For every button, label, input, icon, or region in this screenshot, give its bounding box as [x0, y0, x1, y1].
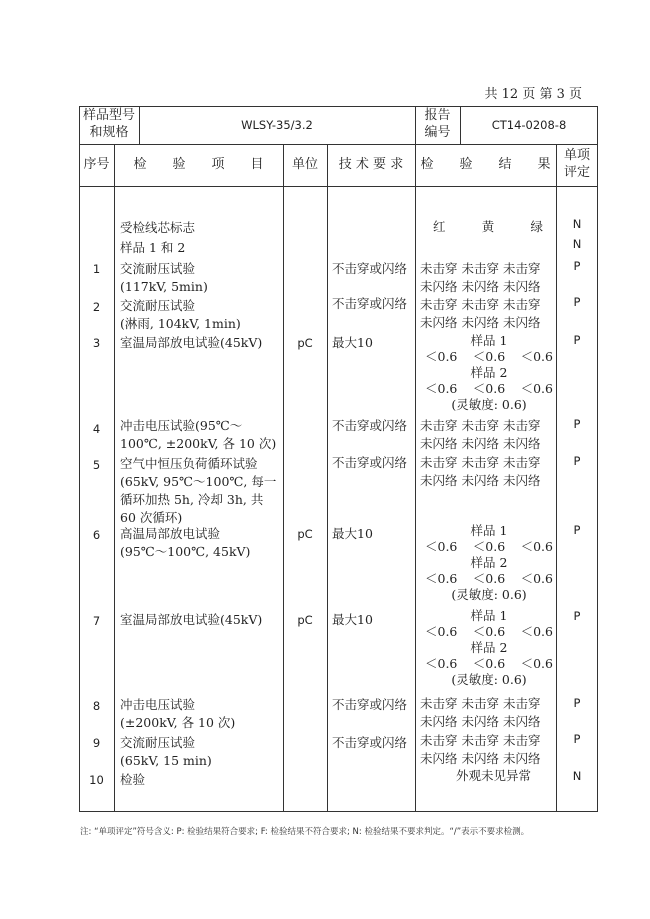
pd-value: ＜0.6: [425, 656, 458, 671]
pd-value: ＜0.6: [472, 624, 506, 639]
row-result-line: 未闪络 未闪络 未闪络: [420, 315, 541, 330]
pd-value: ＜0.6: [425, 571, 458, 586]
row-eval: P: [573, 333, 581, 347]
row-result-line: 未闪络 未闪络 未闪络: [420, 714, 541, 729]
row-req: 不击穿或闪络: [332, 455, 408, 470]
row-result-line: 未闪络 未闪络 未闪络: [420, 436, 541, 451]
row-seq: 3: [92, 336, 101, 350]
divider: [327, 144, 328, 812]
row-item-line: 交流耐压试验: [120, 735, 196, 750]
row-result-single: 外观未见异常: [456, 768, 532, 783]
intro-line2: 样品 1 和 2: [120, 240, 186, 255]
row-eval: N: [572, 769, 582, 783]
pd-value: ＜0.6: [472, 539, 506, 554]
pd-sensitivity: (灵敏度: 0.6): [451, 587, 527, 602]
divider: [79, 186, 598, 187]
core-colors: [433, 217, 543, 237]
row-req: 最大10: [332, 335, 373, 350]
pd-value: ＜0.6: [520, 656, 553, 671]
row-req: 不击穿或闪络: [332, 735, 408, 750]
row-item-line: 冲击电压试验: [120, 697, 196, 712]
pd-value: ＜0.6: [472, 656, 506, 671]
pd-result: [425, 608, 553, 688]
row-item-line: 交流耐压试验: [120, 298, 196, 313]
row-result-line: 未击穿 未击穿 未击穿: [420, 696, 541, 711]
row-result-line: 未击穿 未击穿 未击穿: [420, 418, 541, 433]
pd-sample2: 样品 2: [470, 640, 508, 655]
row-req: 不击穿或闪络: [332, 418, 408, 433]
row-result-line: 未闪络 未闪络 未闪络: [420, 473, 541, 488]
pd-value: ＜0.6: [520, 539, 553, 554]
pd-value: ＜0.6: [520, 571, 553, 586]
row-unit: pC: [297, 336, 313, 350]
pd-value: ＜0.6: [472, 381, 506, 396]
pd-sample1: 样品 1: [470, 608, 508, 623]
row-req: 最大10: [332, 526, 373, 541]
row-req: 不击穿或闪络: [332, 296, 408, 311]
row-eval: P: [573, 454, 581, 468]
model-value: WLSY-35/3.2: [241, 117, 313, 132]
row-eval: P: [573, 609, 581, 623]
intro-line1: 受检线芯标志: [120, 220, 196, 235]
row-seq: 7: [92, 614, 101, 628]
row-eval: P: [573, 417, 581, 431]
pd-sample1: 样品 1: [470, 333, 508, 348]
pd-value: ＜0.6: [520, 624, 553, 639]
pd-value: ＜0.6: [472, 349, 506, 364]
pd-sensitivity: (灵敏度: 0.6): [451, 672, 527, 687]
pd-value: ＜0.6: [472, 571, 506, 586]
row-unit: pC: [297, 613, 313, 627]
model-label: 样品型号 和规格: [82, 108, 135, 140]
row-eval: P: [573, 732, 581, 746]
row-item-line: 循环加热 5h, 冷却 3h, 共: [120, 492, 264, 507]
col-result-header: 检 验 结 果: [420, 156, 551, 172]
pd-value: ＜0.6: [425, 349, 458, 364]
col-req-header: 技 术 要 求: [338, 156, 404, 172]
row-seq: 5: [92, 458, 101, 472]
row-seq: 6: [92, 528, 101, 542]
col-item-header: 检 验 项 目: [133, 156, 264, 172]
divider: [415, 144, 416, 812]
page-info: 共 12 页 第 3 页: [484, 87, 582, 102]
row-item-line: (65kV, 15 min): [120, 753, 212, 768]
row-result-line: 未击穿 未击穿 未击穿: [420, 297, 541, 312]
row-seq: 9: [92, 736, 101, 750]
intro-eval1: N: [572, 217, 582, 231]
pd-value: ＜0.6: [425, 624, 458, 639]
row-seq: 1: [92, 262, 101, 276]
row-item-line: 100℃, ±200kV, 各 10 次): [120, 436, 277, 451]
row-item-line: 检验: [120, 772, 146, 787]
color-green: 绿: [530, 219, 543, 234]
row-result-line: 未击穿 未击穿 未击穿: [420, 261, 541, 276]
row-result-line: 未闪络 未闪络 未闪络: [420, 751, 541, 766]
color-yellow: 黄: [481, 219, 495, 234]
footnote: 注: “单项评定”符号含义: P: 检验结果符合要求; F: 检验结果不符合要求; N: 检验结果不要求判定。“/”表示不要求检测。: [80, 827, 530, 837]
row-item-line: 60 次循环): [120, 510, 183, 525]
row-result-line: 未击穿 未击穿 未击穿: [420, 733, 541, 748]
row-seq: 4: [92, 422, 101, 436]
intro-eval2: N: [572, 237, 582, 251]
col-eval-header: 单项 评定: [563, 148, 590, 180]
row-item-line: (95℃～100℃, 45kV): [120, 544, 251, 559]
row-req: 最大10: [332, 612, 373, 627]
col-unit-header: 单位: [291, 156, 318, 172]
row-result-line: 未闪络 未闪络 未闪络: [420, 279, 541, 294]
row-result-line: 未击穿 未击穿 未击穿: [420, 455, 541, 470]
row-seq: 2: [92, 300, 101, 314]
row-eval: P: [573, 259, 581, 273]
pd-value: ＜0.6: [425, 539, 458, 554]
row-item-line: (65kV, 95℃～100℃, 每一: [120, 474, 277, 489]
row-item-line: 空气中恒压负荷循环试验: [120, 456, 258, 471]
pd-sensitivity: (灵敏度: 0.6): [451, 397, 527, 412]
pd-result: [425, 333, 553, 413]
col-seq-header: 序号: [83, 156, 110, 172]
pd-value: ＜0.6: [520, 381, 553, 396]
row-item-line: 冲击电压试验(95℃～: [120, 418, 243, 433]
row-unit: pC: [297, 527, 313, 541]
report-value: CT14-0208-8: [491, 117, 567, 132]
row-item-line: (淋雨, 104kV, 1min): [120, 316, 241, 331]
row-seq: 10: [89, 773, 104, 787]
pd-value: ＜0.6: [425, 381, 458, 396]
row-eval: P: [573, 523, 581, 537]
divider: [114, 144, 115, 812]
row-item-line: 交流耐压试验: [120, 261, 196, 276]
color-red: 红: [433, 219, 446, 234]
row-item-line: 室温局部放电试验(45kV): [120, 335, 263, 350]
pd-sample2: 样品 2: [470, 555, 508, 570]
row-eval: P: [573, 295, 581, 309]
row-item-line: 高温局部放电试验: [120, 526, 221, 541]
row-req: 不击穿或闪络: [332, 697, 408, 712]
report-label: 报告 编号: [424, 108, 451, 140]
row-item-line: 室温局部放电试验(45kV): [120, 612, 263, 627]
divider: [283, 144, 284, 812]
row-item-line: (±200kV, 各 10 次): [120, 715, 236, 730]
row-req: 不击穿或闪络: [332, 261, 408, 276]
pd-sample2: 样品 2: [470, 365, 508, 380]
row-item-line: (117kV, 5min): [120, 279, 208, 294]
row-seq: 8: [92, 699, 101, 713]
pd-result: [425, 523, 553, 603]
row-eval: P: [573, 696, 581, 710]
pd-value: ＜0.6: [520, 349, 553, 364]
pd-sample1: 样品 1: [470, 523, 508, 538]
